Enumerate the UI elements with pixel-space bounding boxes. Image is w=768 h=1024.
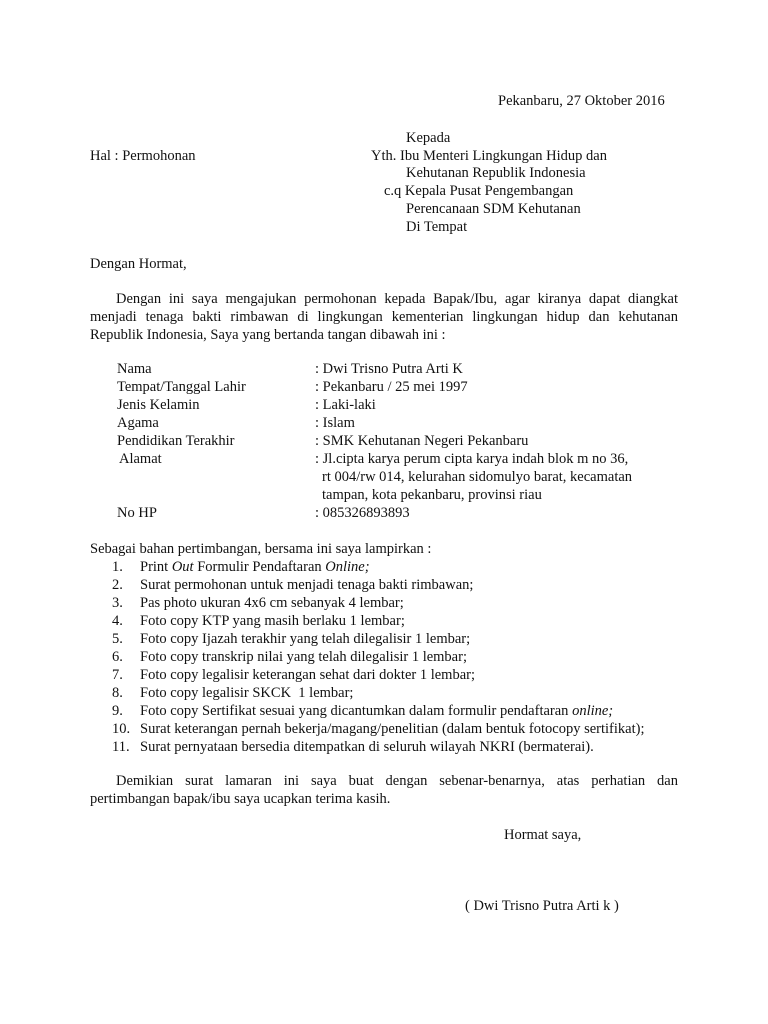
list-item: 9. Foto copy Sertifikat sesuai yang dicantumkan dalam formulir pendaftaran online; — [112, 703, 614, 719]
field-value-no-hp: : 085326893893 — [315, 505, 410, 521]
list-item: 5. Foto copy Ijazah terakhir yang telah dilegalisir 1 lembar; — [112, 631, 471, 647]
field-label-pendidikan: Pendidikan Terakhir — [117, 433, 235, 449]
list-item: 7. Foto copy legalisir keterangan sehat dari dokter 1 lembar; — [112, 667, 476, 683]
field-label-ttl: Tempat/Tanggal Lahir — [117, 379, 246, 395]
list-item: 8. Foto copy legalisir SKCK 1 lembar; — [112, 685, 354, 701]
recipient-line-5: Di Tempat — [406, 219, 468, 235]
place-date: Pekanbaru, 27 Oktober 2016 — [498, 93, 665, 109]
regards: Hormat saya, — [504, 827, 582, 843]
recipient-line-4: Perencanaan SDM Kehutanan — [406, 201, 581, 217]
recipient-line-3: c.q Kepala Pusat Pengembangan — [384, 183, 574, 199]
field-value-alamat: : Jl.cipta karya perum cipta karya indah blok m no 36, — [315, 451, 629, 467]
field-value-ttl: : Pekanbaru / 25 mei 1997 — [315, 379, 468, 395]
list-item: 11. Surat pernyataan bersedia ditempatkan di seluruh wilayah NKRI (bermaterai). — [112, 739, 594, 755]
field-label-agama: Agama — [117, 415, 159, 431]
closing-paragraph: Demikian surat lamaran ini saya buat dengan sebenar-benarnya, atas perhatian dan pertimbangan bapak/ibu saya ucapkan terima kasih. — [90, 773, 678, 807]
intro-paragraph: Dengan ini saya mengajukan permohonan kepada Bapak/Ibu, agar kiranya dapat diangkat menjadi tenaga bakti rimbawan di lingkungan kementerian lingkungan hidup dan kehutanan Republik Indonesia, Saya yang bertanda tangan dibawah ini : — [90, 291, 678, 343]
list-item: 10. Surat keterangan pernah bekerja/magang/penelitian (dalam bentuk fotocopy sertifikat); — [112, 721, 645, 737]
field-label-nama: Nama — [117, 361, 152, 377]
field-value-alamat-cont-1: rt 004/rw 014, kelurahan sidomulyo barat, kecamatan — [322, 469, 633, 485]
field-value-alamat-cont-2: tampan, kota pekanbaru, provinsi riau — [322, 487, 542, 503]
recipient-line-1: Yth. Ibu Menteri Lingkungan Hidup dan — [371, 148, 607, 164]
field-value-nama: : Dwi Trisno Putra Arti K — [315, 361, 463, 377]
recipient-line-2: Kehutanan Republik Indonesia — [406, 165, 586, 181]
field-label-jenis-kelamin: Jenis Kelamin — [117, 397, 200, 413]
field-value-agama: : Islam — [315, 415, 355, 431]
list-item: 6. Foto copy transkrip nilai yang telah dilegalisir 1 lembar; — [112, 649, 467, 665]
recipient-kepada: Kepada — [406, 130, 451, 146]
signature-name: ( Dwi Trisno Putra Arti k ) — [465, 898, 619, 914]
list-item: 2. Surat permohonan untuk menjadi tenaga bakti rimbawan; — [112, 577, 474, 593]
list-item: 4. Foto copy KTP yang masih berlaku 1 lembar; — [112, 613, 405, 629]
field-value-jenis-kelamin: : Laki-laki — [315, 397, 376, 413]
list-item: 3. Pas photo ukuran 4x6 cm sebanyak 4 lembar; — [112, 595, 404, 611]
field-value-pendidikan: : SMK Kehutanan Negeri Pekanbaru — [315, 433, 529, 449]
attachments-intro: Sebagai bahan pertimbangan, bersama ini saya lampirkan : — [90, 541, 432, 557]
subject-line: Hal : Permohonan — [90, 148, 196, 164]
field-label-alamat: Alamat — [119, 451, 162, 467]
greeting: Dengan Hormat, — [90, 256, 187, 272]
field-label-no-hp: No HP — [117, 505, 157, 521]
list-item: 1. Print Out Formulir Pendaftaran Online; — [112, 559, 370, 575]
